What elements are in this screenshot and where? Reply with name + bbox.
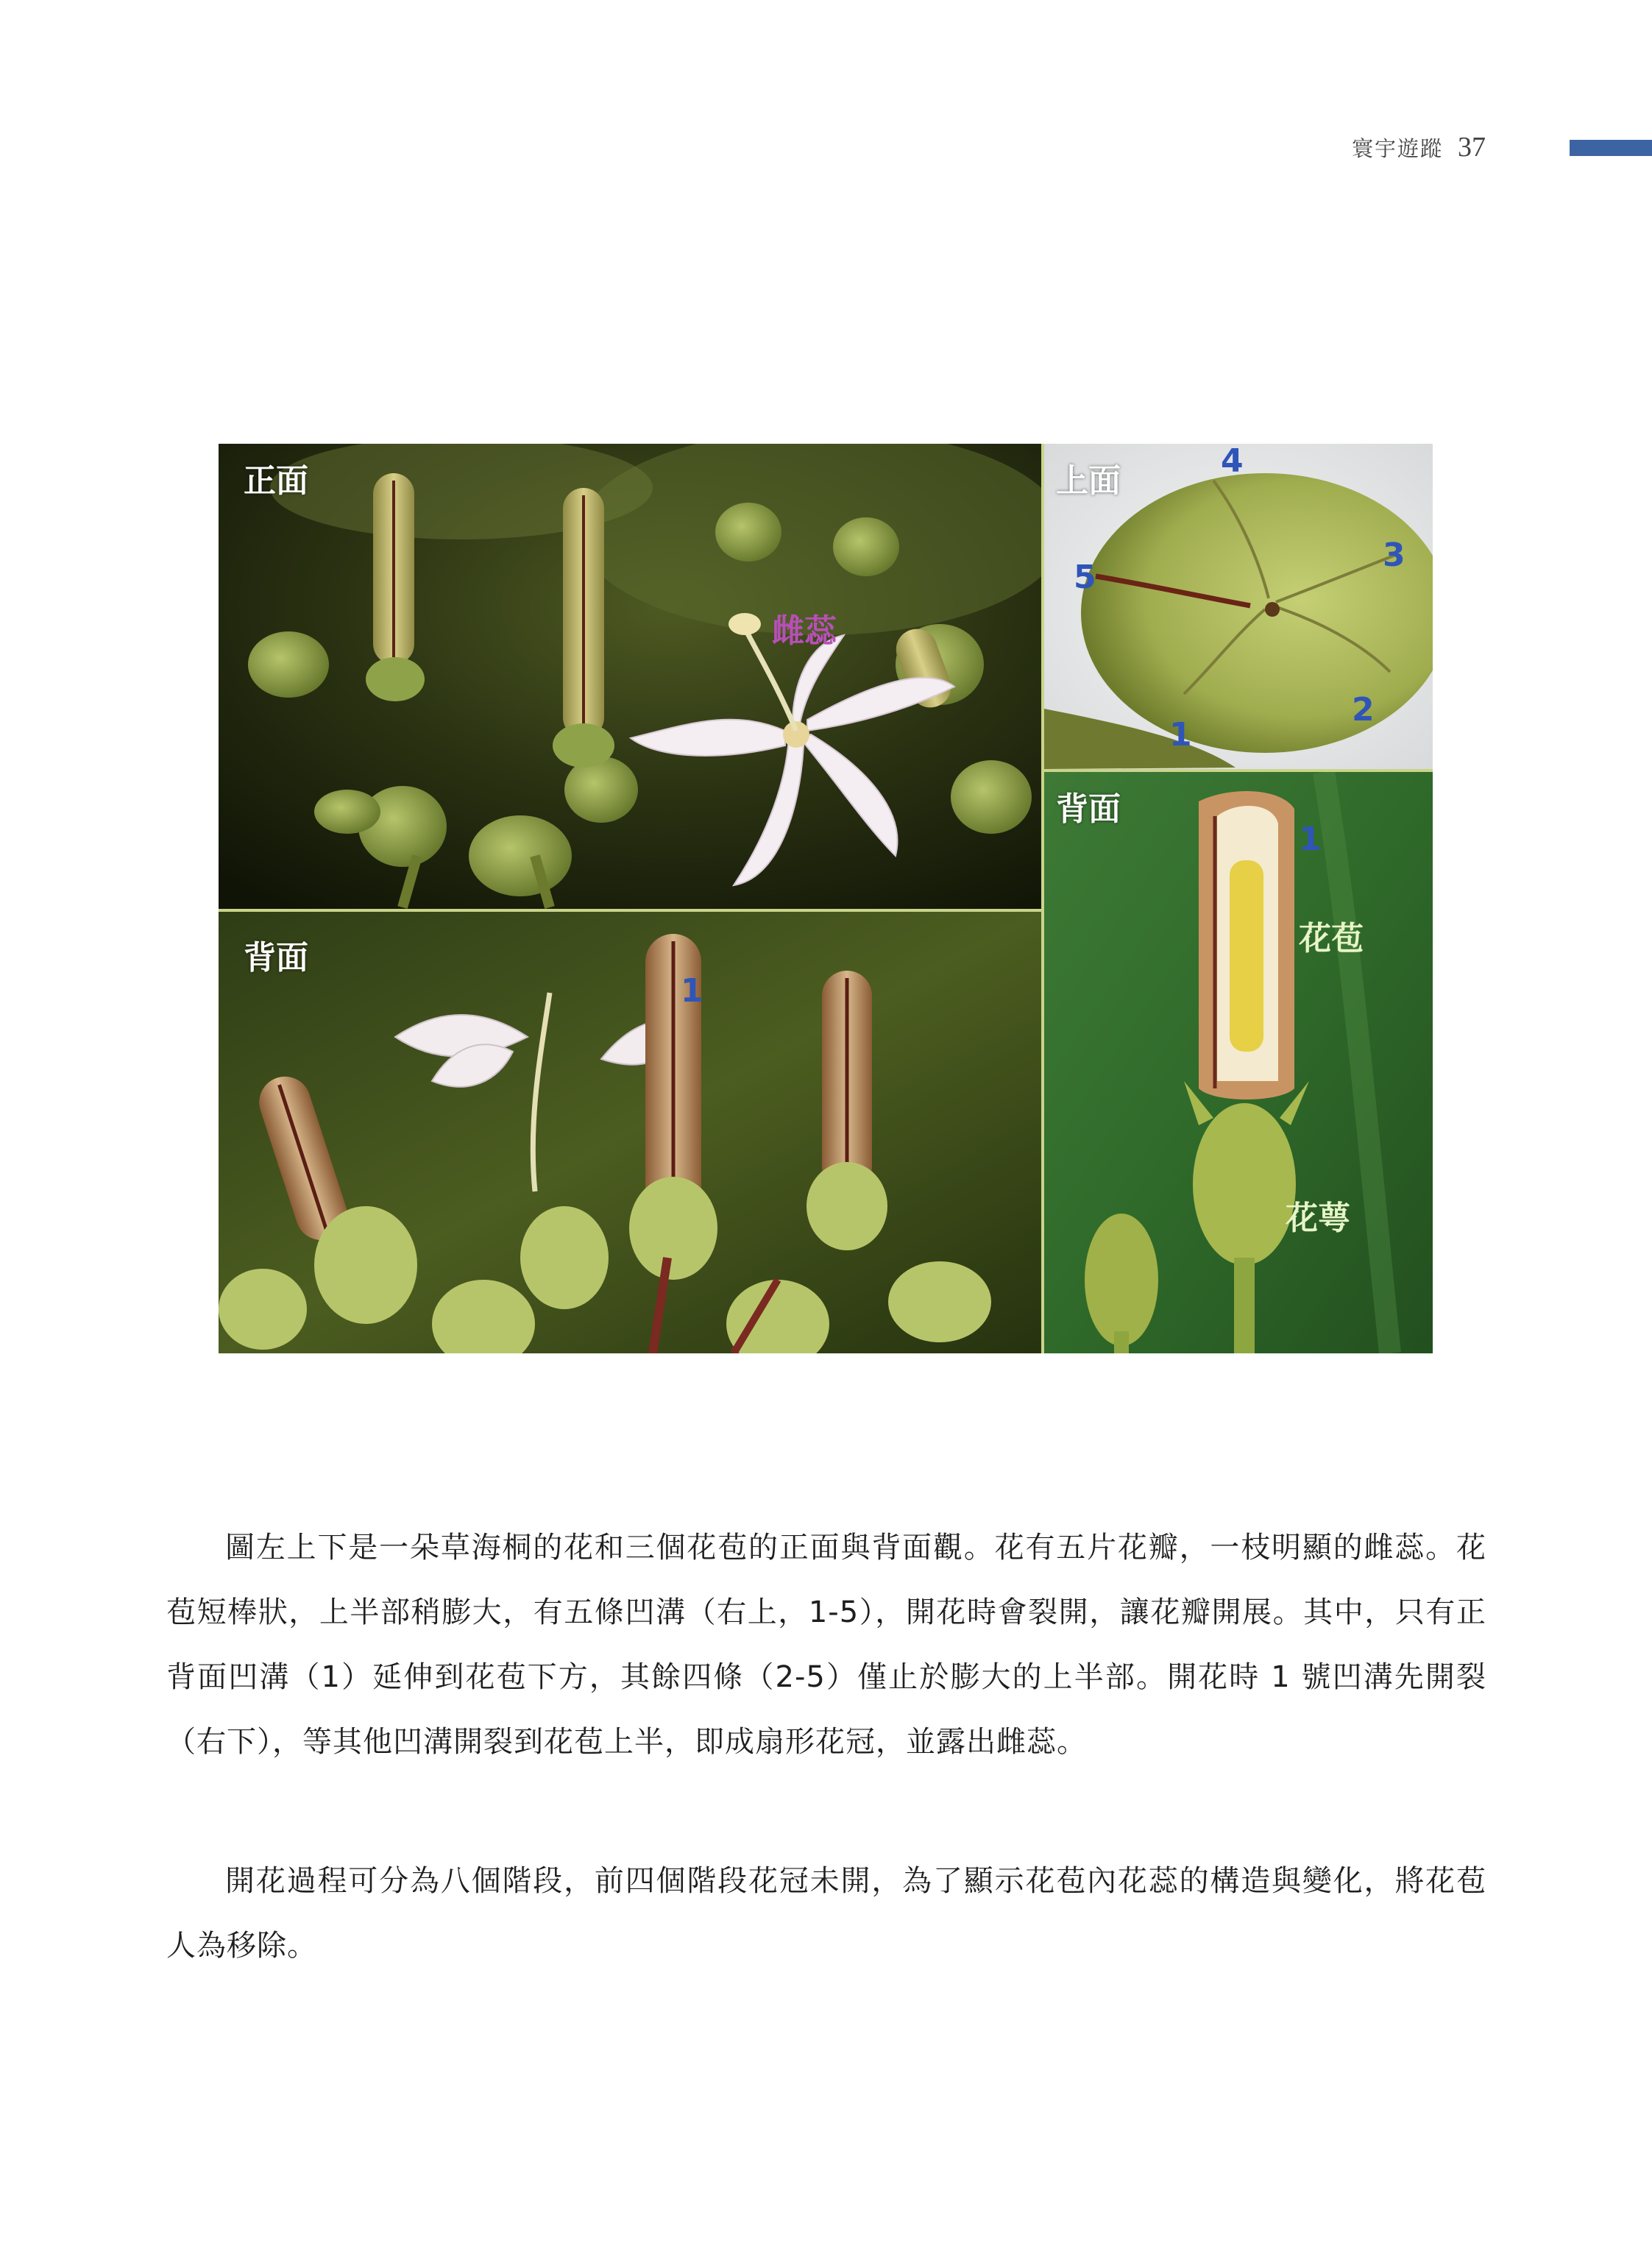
front-view-photo: [219, 444, 1041, 909]
paragraph-2-text: 開花過程可分為八個階段，前四個階段花冠未開，為了顯示花苞內花蕊的構造與變化，將花苞人為移除。: [166, 1864, 1486, 1963]
stigma-label: 雌蕊: [772, 612, 837, 650]
panel-top-view: [1044, 444, 1433, 769]
groove-number-1: 1: [1169, 716, 1192, 754]
groove-number-2: 2: [1352, 691, 1375, 729]
body-paragraph-1: [166, 1515, 1486, 1774]
back-closeup-photo: [1044, 772, 1433, 1353]
groove-number-3: 3: [1383, 536, 1405, 574]
running-head: [1352, 131, 1486, 163]
running-head-section: 寰宇遊蹤: [1351, 136, 1443, 161]
body-paragraph-2: [166, 1849, 1486, 1978]
groove-number-closeup: 1: [1299, 821, 1322, 858]
page-number: 37: [1458, 132, 1486, 163]
back-view-photo: [219, 912, 1041, 1353]
paragraph-1-text: 圖左上下是一朵草海桐的花和三個花苞的正面與背面觀。花有五片花瓣，一枝明顯的雌蕊。花苞短棒狀，上半部稍膨大，有五條凹溝（右上，1-5），開花時會裂開，讓花瓣開展。其中，只有正背面凹溝（1）延伸到花苞下方，其餘四條（2-5）僅止於膨大的上半部。開花時 1 號凹溝先開裂（右下），等其他凹溝開裂到花苞上半，即成扇形花冠，並露出雌蕊。: [166, 1531, 1486, 1759]
calyx-label: 花萼: [1286, 1200, 1350, 1237]
groove-number-5: 5: [1074, 559, 1096, 596]
panel-label-front: 正面: [244, 462, 308, 500]
panel-label-back: 背面: [244, 939, 308, 977]
panel-back-closeup: [1044, 772, 1433, 1353]
bud-label: 花苞: [1299, 920, 1364, 957]
panel-back-view: [219, 912, 1041, 1353]
groove-number-back: 1: [681, 972, 703, 1010]
panel-label-back-closeup: 背面: [1056, 790, 1121, 828]
panel-label-top: 上面: [1056, 462, 1121, 500]
page-edge-tab: [1570, 140, 1652, 156]
flower-figure: [219, 444, 1433, 1353]
panel-front-view: [219, 444, 1041, 909]
groove-number-4: 4: [1221, 444, 1244, 480]
